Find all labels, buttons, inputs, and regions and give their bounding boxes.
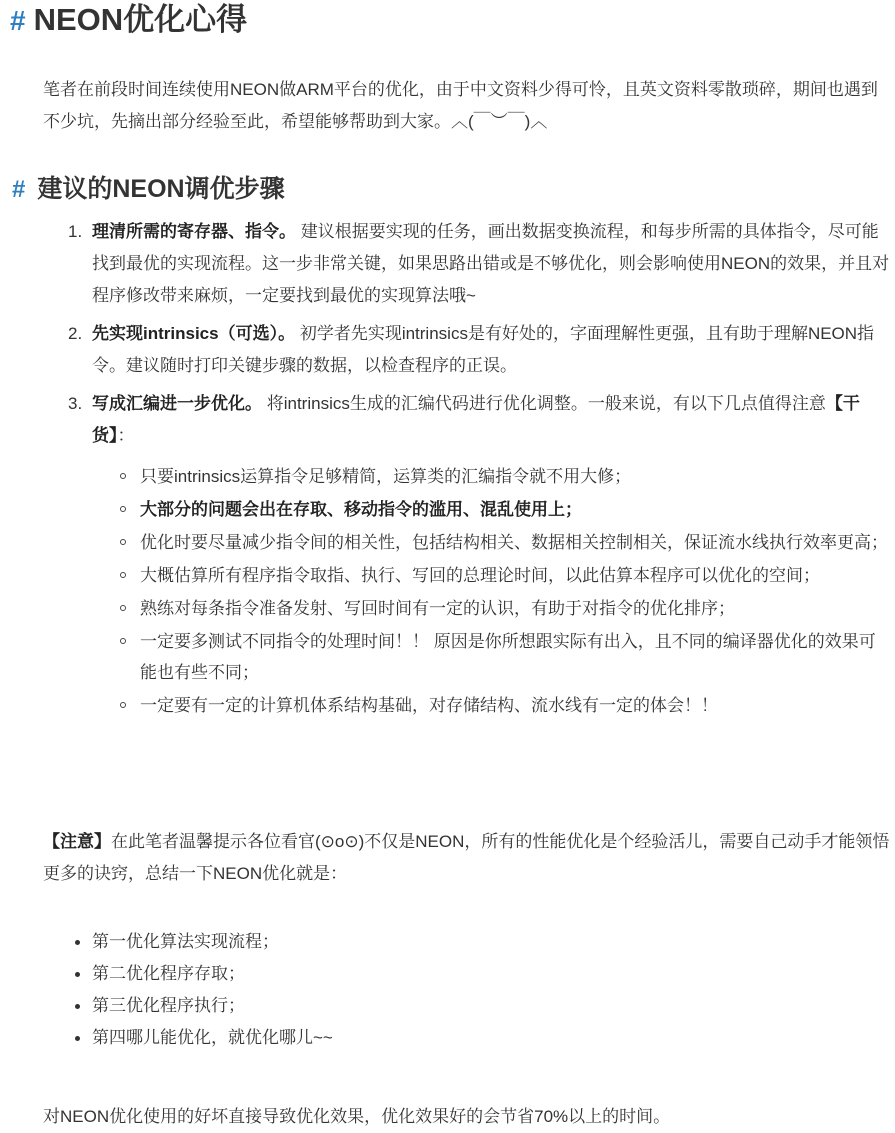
- summary-list: [92, 926, 333, 1054]
- tips-list: [92, 461, 892, 721]
- section-heading-text: 建议的NEON调优步骤: [37, 175, 285, 203]
- note-text: 在此笔者温馨提示各位看官(⊙o⊙)不仅是NEON，所有的性能优化是个经验活儿，需要自己动手才能领悟更多的诀窍，总结一下NEON优化就是：: [43, 832, 890, 883]
- note-paragraph: [43, 826, 893, 890]
- tip-item: [140, 461, 892, 492]
- section-heading: [12, 170, 285, 209]
- circle-bullet-icon: [120, 506, 126, 512]
- tip-item: [140, 593, 892, 624]
- page-title-text: NEON优化心得: [33, 2, 248, 37]
- circle-bullet-icon: [120, 473, 126, 479]
- step-item-3: [68, 388, 892, 721]
- summary-item: [92, 926, 333, 958]
- tip-item: [140, 690, 892, 721]
- bullet-dot-icon: [75, 972, 80, 977]
- circle-bullet-icon: [120, 572, 126, 578]
- step-text: 初学者先实现intrinsics是有好处的，字面理解性更强，且有助于理解NEON指令。建议随时打印关键步骤的数据，以检查程序的正误。: [92, 324, 875, 375]
- steps-list: [68, 216, 892, 727]
- tip-item: [140, 626, 892, 688]
- bullet-dot-icon: [75, 1036, 80, 1041]
- tip-item: [140, 494, 892, 525]
- tip-text: 只要intrinsics运算指令足够精简，运算类的汇编指令就不用大修；: [140, 467, 632, 486]
- tip-text: 一定要多测试不同指令的处理时间！！ 原因是你所想跟实际有出入，且不同的编译器优化的效果可能也有些不同；: [140, 632, 876, 682]
- tip-item: [140, 527, 892, 558]
- tip-text: 大部分的问题会出在存取、移动指令的滥用、混乱使用上；: [140, 500, 582, 519]
- step-text-end: ：: [117, 426, 135, 445]
- summary-text: 第二优化程序存取；: [92, 964, 245, 983]
- heading-anchor-hash[interactable]: #: [10, 5, 26, 36]
- circle-bullet-icon: [120, 605, 126, 611]
- bullet-dot-icon: [75, 940, 80, 945]
- step-title: 理清所需的寄存器、指令。: [92, 222, 296, 241]
- tip-text: 熟练对每条指令准备发射、写回时间有一定的认识，有助于对指令的优化排序；: [140, 599, 735, 618]
- summary-item: [92, 1022, 333, 1054]
- circle-bullet-icon: [120, 539, 126, 545]
- bullet-dot-icon: [75, 1004, 80, 1009]
- step-title: 写成汇编进一步优化。: [92, 394, 262, 413]
- step-number: 1.: [68, 222, 83, 241]
- tip-text: 优化时要尽量减少指令间的相关性，包括结构相关、数据相关控制相关，保证流水线执行效率更高；: [140, 533, 888, 552]
- tip-text: 一定要有一定的计算机体系结构基础，对存储结构、流水线有一定的体会！！: [140, 696, 718, 715]
- step-title: 先实现intrinsics（可选）。: [92, 324, 296, 343]
- closing-paragraph: 对NEON优化使用的好坏直接导致优化效果，优化效果好的会节省70%以上的时间。: [43, 1107, 671, 1126]
- circle-bullet-icon: [120, 702, 126, 708]
- summary-text: 第一优化算法实现流程；: [92, 932, 279, 951]
- summary-text: 第四哪儿能优化，就优化哪儿~~: [92, 1028, 333, 1047]
- section-anchor-hash[interactable]: #: [12, 176, 26, 203]
- summary-item: [92, 990, 333, 1022]
- step-highlight: 【干货】: [92, 394, 860, 445]
- step-item-1: [68, 216, 892, 312]
- step-text: 建议根据要实现的任务，画出数据变换流程，和每步所需的具体指令，尽可能找到最优的实现流程。这一步非常关键，如果思路出错或是不够优化，则会影响使用NEON的效果，并且对程序修改带来麻烦，一定要找到最优的实现算法哦~: [92, 222, 890, 305]
- summary-item: [92, 958, 333, 990]
- step-item-2: [68, 318, 892, 382]
- step-number: 2.: [68, 324, 83, 343]
- tip-item: [140, 560, 892, 591]
- step-number: 3.: [68, 394, 83, 413]
- circle-bullet-icon: [120, 638, 126, 644]
- note-label: 【注意】: [43, 832, 111, 851]
- page-title: [10, 0, 247, 41]
- step-text: 将intrinsics生成的汇编代码进行优化调整。一般来说，有以下几点值得注意: [262, 394, 826, 413]
- intro-paragraph: 笔者在前段时间连续使用NEON做ARM平台的优化，由于中文资料少得可怜，且英文资料零散琐碎，期间也遇到不少坑，先摘出部分经验至此，希望能够帮助到大家。︿(￣︶￣)︿: [43, 80, 878, 131]
- tip-text: 大概估算所有程序指令取指、执行、写回的总理论时间，以此估算本程序可以优化的空间；: [140, 566, 820, 585]
- summary-text: 第三优化程序执行；: [92, 996, 245, 1015]
